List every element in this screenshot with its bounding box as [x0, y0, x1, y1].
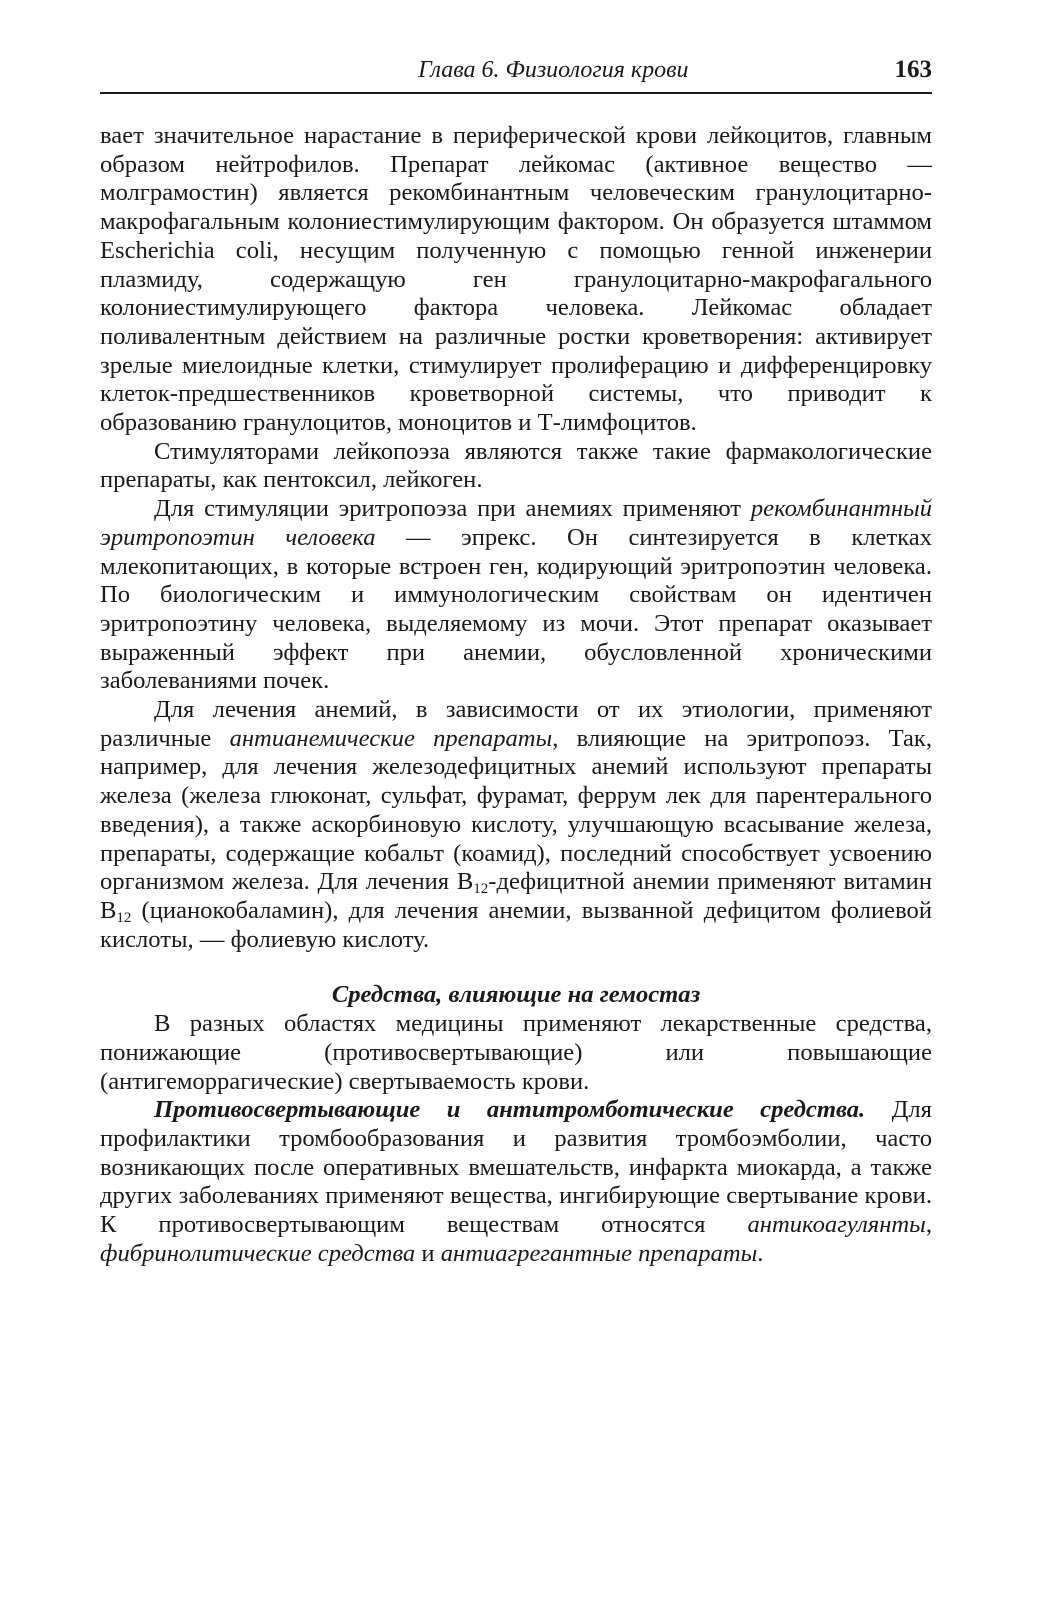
emphasis-term: антиагрегантные препараты — [440, 1239, 758, 1267]
paragraph-hemostasis-intro — [100, 1010, 932, 1096]
paragraph-leukomas — [100, 122, 932, 438]
section-heading: Средства, влияющие на гемостаз — [331, 981, 701, 1009]
paragraph-erythropoiesis — [100, 495, 932, 696]
paragraph-text: Стимуляторами лейкопоэза являются также такие фармакологические препараты, как пентоксил, лейкоген. — [100, 437, 932, 494]
text-segment: Для профилактики тромбообразования и развития тромбоэмболии, часто возникающих после оперативных вмешательств, инфаркта миокарда, а также других заболеваниях применяют вещества, ингибирующие свертывание крови. К противосвертывающим веществам относятся — [100, 1096, 932, 1239]
text-segment: (цианокобаламин), для лечения анемии, вызванной дефицитом фолиевой кислоты, — фолиевую кислоту. — [100, 896, 932, 953]
subscript: 12 — [116, 909, 132, 926]
text-segment: и — [415, 1239, 441, 1267]
running-header — [100, 56, 932, 94]
subscript: 12 — [473, 881, 489, 898]
paragraph-subheading: Противосвертывающие и антитромботические средства. — [154, 1096, 866, 1124]
running-title: Глава 6. Физиология крови — [418, 57, 689, 83]
body-text — [100, 122, 932, 1268]
emphasis-term: антикоагулянты — [747, 1211, 926, 1239]
text-segment: Для лечения анемий, в зависимости от их этиологии, применяют различные — [100, 696, 932, 752]
emphasis-term: рекомбинантный эритропоэтин человека — [100, 495, 932, 551]
paragraph-text: вает значительное нарастание в периферической крови лейкоцитов, главным образом нейтрофилов. Препарат лейкомас (активное вещество — молграмостин) является рекомбинантным человеческим гранулоцитарно-макрофагальным колониестимулирующим фактором. Он образуется штаммом Escherichia coli, несущим полученную с помощью генной инженерии плазмиду, содержащую ген гранулоцитарно-макрофагального колониестимулирующего фактора человека. Лейкомас обладает поливалентным действием на различные ростки кроветворения: активирует зрелые миелоидные клетки, стимулирует пролиферацию и дифференцировку клеток-предшественников кроветворной системы, что приводит к образованию гранулоцитов, моноцитов и Т-лимфоцитов. — [100, 122, 932, 437]
paragraph-leukopoiesis-stimulators — [100, 438, 932, 495]
text-segment: -дефицитной анемии применяют витамин В — [100, 868, 932, 924]
text-segment: — эпрекс. Он синтезируется в клетках млекопитающих, в которые встроен ген, кодирующий эритропоэтин человека. По биологическим и иммунологическим свойствам он идентичен эритропоэтину человека, выделяемому из мочи. Этот препарат оказывает выраженный эффект при анемии, обусловленной хроническими заболеваниями почек. — [100, 523, 932, 695]
text-segment: . — [757, 1239, 764, 1267]
paragraph-antianemic-drugs — [100, 696, 932, 954]
text-segment: Для стимуляции эритропоэза при анемиях применяют — [154, 495, 751, 523]
emphasis-term: фибринолитические средства — [100, 1239, 416, 1267]
text-segment: , влияющие на эритропоэз. Так, например, для лечения железодефицитных анемий используют препараты железа (железа глюконат, сульфат, фурамат, феррум лек для парентерального введения), а также аскорбиновую кислоту, улучшающую всасывание железа, препараты, содержащие кобальт (коамид), последний способствует усвоению организмом железа. Для лечения В — [100, 724, 933, 896]
emphasis-term: антианемические препараты — [229, 724, 553, 752]
page-number: 163 — [894, 56, 932, 83]
paragraph-text: В разных областях медицины применяют лекарственные средства, понижающие (противосвертывающие) или повышающие (антигеморрагические) свертываемость крови. — [100, 1010, 932, 1095]
paragraph-anticoagulants — [100, 1096, 932, 1268]
text-segment: , — [925, 1211, 932, 1239]
book-page — [100, 56, 932, 1268]
